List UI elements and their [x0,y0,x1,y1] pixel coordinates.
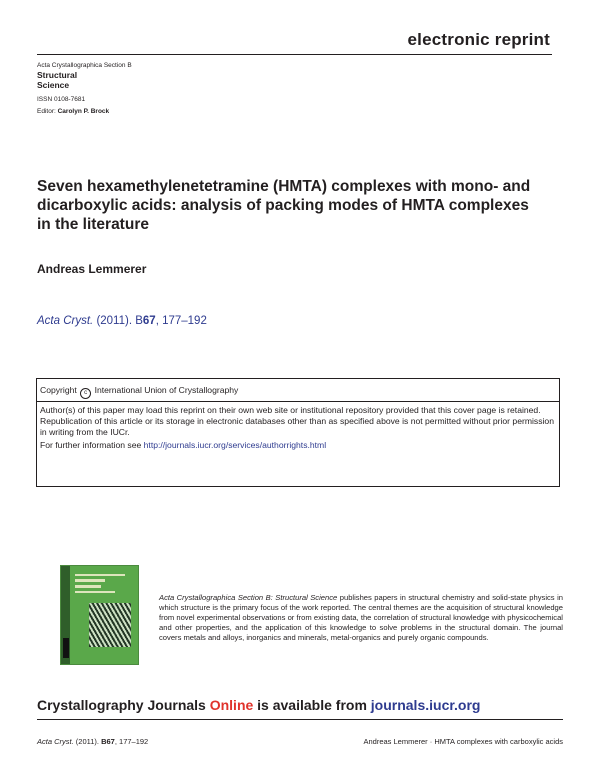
copyright-body: Author(s) of this paper may load this reprint on their own web site or institutional repository provided that this cover page is retained. Republication of this article or its storage in electronic databases other than as specified above is not permitted without prior permission in writing from the IUCr. [40,405,554,437]
citation-pages: , 177–192 [155,315,207,327]
banner-part1: Crystallography Journals [37,697,206,713]
paper-title: Seven hexamethylenetetramine (HMTA) complexes with mono- and dicarboxylic acids: analysis of packing modes of HMTA complexes in the literature [37,178,531,233]
journal-series: Acta Crystallographica Section B [37,62,132,69]
journal-issn: ISSN 0108-7681 [37,96,86,103]
editor-label: Editor: [37,108,56,115]
copyright-divider [37,401,559,402]
copyright-box [36,378,560,487]
iucr-logo [63,638,69,658]
banner-part3: is available from [257,697,367,713]
journal-subtitle-line2: Science [37,80,70,90]
journals-link[interactable]: journals.iucr.org [370,697,481,713]
footer-rule [37,719,563,720]
paper-author: Andreas Lemmerer [37,262,147,276]
journal-subtitle-line1: Structural [37,70,78,80]
editor-name: Carolyn P. Brock [57,108,110,115]
citation-volume: 67 [142,315,156,327]
footer-citation [37,737,148,746]
footer-running-title: Andreas Lemmerer · HMTA complexes with carboxylic acids [363,737,563,746]
author-rights-link[interactable]: http://journals.iucr.org/services/authorrights.html [143,440,327,450]
footer-year: (2011). [75,737,99,746]
citation-year: (2011). B [96,315,143,327]
citation-link[interactable] [37,315,207,327]
description-text: publishes papers in structural chemistry and solid-state physics in which structure is the primary focus of the work reported. The central themes are the acquisition of structural knowledge from novel experimental observations or from existing data, the correlation of structural knowledge with physicochemical and other properties, and the application of this knowledge to solve problems in the structural domain. The journal covers metals and alloys, inorganics and minerals, metal-organics and purely organic compounds. [159,593,563,642]
copyright-holder: International Union of Crystallography [94,385,239,395]
copyright-prefix: Copyright [40,385,77,395]
journal-cover-image [60,565,139,665]
footer-pages: , 177–192 [114,737,149,746]
journal-block [37,62,132,115]
footer-journal: Acta Cryst. [37,737,74,746]
citation-journal: Acta Cryst. [37,315,94,327]
journal-description [159,593,563,643]
electronic-reprint-label: electronic reprint [407,30,550,49]
copyright-icon: c [80,388,91,399]
copyright-line [40,385,556,399]
header-rule [37,54,552,55]
description-journal-name: Acta Crystallographica Section B: Structural Science [159,593,338,602]
copyright-info [40,440,556,451]
footer-volume: B67 [101,737,115,746]
journal-editor [37,108,132,115]
banner-online: Online [209,697,254,713]
copyright-info-prefix: For further information see [40,440,142,450]
online-banner [37,697,480,713]
